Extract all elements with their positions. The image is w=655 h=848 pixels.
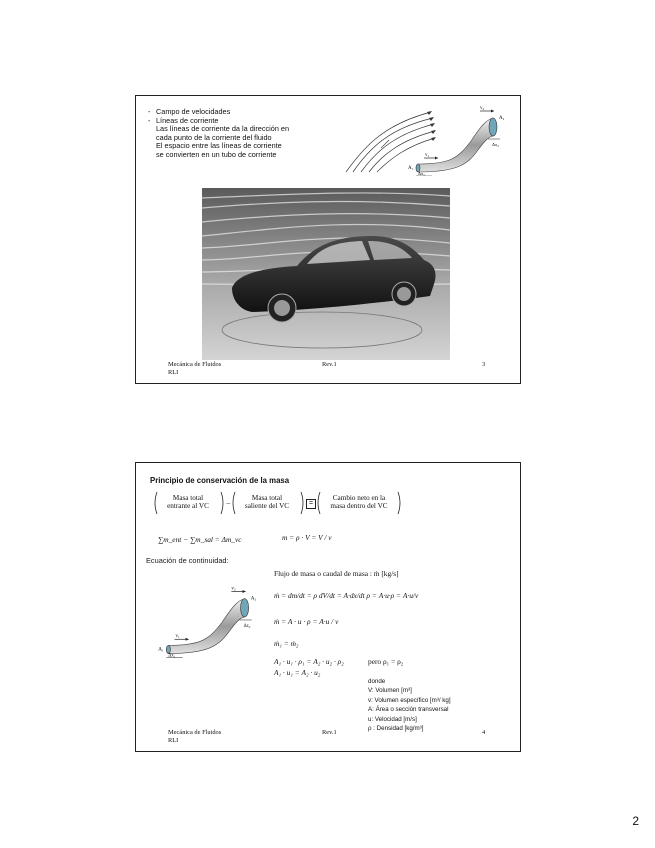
slide-4 [135, 462, 521, 752]
inlet-section [166, 645, 170, 653]
text-line: El espacio entre las líneas de corriente [156, 141, 282, 151]
minus-sign: − [226, 499, 231, 508]
footer-slide-number: 3 [482, 361, 486, 368]
parentheses [231, 491, 305, 515]
slide1-bullet-list [148, 108, 348, 160]
label-a2: A₂ [250, 595, 257, 602]
wind-tunnel-car-photo [202, 188, 450, 360]
bullet-item: - Líneas de corriente [148, 115, 219, 125]
label-dx2: Δx₂ [243, 624, 251, 630]
slide-title: Principio de conservación de la masa [150, 476, 290, 485]
label-a2: A₂ [499, 116, 505, 121]
mass-change-box: Cambio neto en la masa dentro del VC [330, 494, 388, 511]
label-dx1: Δx₁ [418, 171, 425, 176]
tube-body [418, 118, 493, 172]
equals-sign: = [306, 499, 316, 509]
label-dx1: Δx₁ [168, 653, 176, 659]
density-equality-note: pero ρ₁ = ρ₂ [368, 657, 404, 666]
outlet-section [489, 118, 497, 136]
continuity-title: Ecuación de continuidad: [146, 556, 229, 565]
mass-flow-equation: ṁ = A · u · ρ = A·u / v [274, 617, 339, 626]
mass-flow-equality: ṁ₁ = ṁ₂ [274, 639, 299, 648]
label-a1: A₁ [158, 646, 164, 653]
variable-legend: donde V: Volumen [m³] v: Volumen específico [m³/ kg] A: Área o sección transversal u: Velocidad [m/s] ρ : Densidad [kg/m³] [368, 678, 451, 733]
mass-out-box: Masa total saliente del VC [244, 494, 290, 511]
continuity-area-velocity-equation: A₁ · u₁ = A₂ · u₂ [274, 668, 321, 677]
text-line: se convierten en un tubo de corriente [156, 149, 277, 159]
mass-balance-equation: ∑m_ent − ∑m_sal = Δm_vc [158, 535, 242, 544]
mass-flow-label: Flujo de masa o caudal de masa : ṁ [kg/s] [274, 569, 399, 578]
label-a1: A₁ [408, 166, 414, 171]
parentheses [316, 491, 402, 515]
footer-course: Mecánica de Fluidos RLI [168, 361, 222, 376]
label-dx2: Δx₂ [492, 142, 499, 147]
label-v2: v₂ [231, 585, 236, 592]
footer-course: Mecánica de Fluidos RLI [168, 729, 222, 744]
text-line: cada punto de la corriente del fluido [156, 132, 272, 142]
outlet-section [241, 599, 249, 617]
flow-tube-diagram [146, 581, 270, 663]
mass-in-box: Masa total entrante al VC [167, 494, 209, 511]
footer-revision: Rev.1 [322, 729, 337, 736]
continuity-density-equation: A₁ · u₁ · ρ₁ = A₂ · u₂ · ρ₂ [274, 657, 344, 666]
tube-body [168, 599, 244, 654]
label-v2: v₂ [480, 106, 485, 111]
text-line: Las líneas de corriente da la dirección en [156, 124, 290, 134]
slide-3 [135, 95, 521, 384]
footer-revision: Rev.1 [322, 361, 337, 368]
footer-slide-number: 4 [482, 729, 486, 736]
label-v1: v₁ [425, 153, 430, 158]
mass-density-equation: m = ρ · V = V / v [282, 533, 332, 542]
bullet-item: - Campo de velocidades [148, 107, 231, 116]
parentheses [153, 491, 225, 515]
label-v1: v₁ [175, 633, 180, 640]
page-number: 2 [632, 814, 639, 828]
continuity-equation-derivation: ṁ = dm/dt = ρ dV/dt = A·dx/dt ρ = A·u·ρ = A·u/v [274, 591, 419, 600]
flow-tube-diagram [396, 106, 518, 176]
